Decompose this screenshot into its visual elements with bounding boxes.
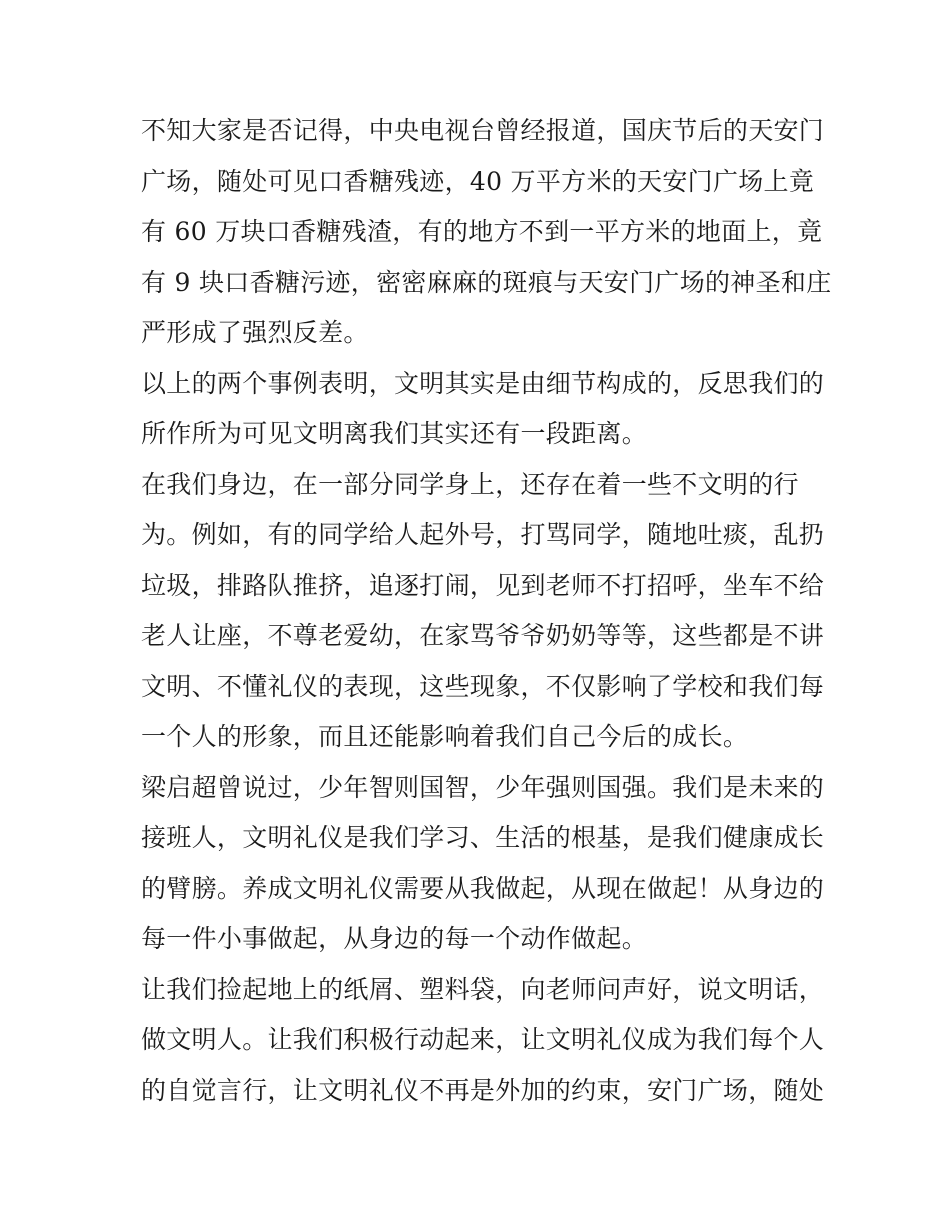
text-line: 老人让座，不尊老爱幼，在家骂爷爷奶奶等等，这些都是不讲 [141,621,825,650]
text-line: 以上的两个事例表明，文明其实是由细节构成的，反思我们的 [141,368,825,398]
text-line: 梁启超曾说过，少年智则国智，少年强则国强。我们是未来的 [141,772,825,802]
text-line: 所作所为可见文明离我们其实还有一段距离。 [141,419,648,448]
text-line: 让我们捡起地上的纸屑、塑料袋，向老师问声好，说文明话， [141,974,825,1004]
text-line: 每一件小事做起，从身边的每一个动作做起。 [141,924,648,953]
text-line: 有 9 块口香糖污迹，密密麻麻的斑痕与天安门广场的神圣和庄 [141,267,832,297]
text-line: 的臂膀。养成文明礼仪需要从我做起，从现在做起！从身边的 [141,873,825,903]
text-line: 一个人的形象，而且还能影响着我们自己今后的成长。 [141,722,749,751]
text-line: 广场，随处可见口香糖残迹，40 万平方米的天安门广场上竟 [141,166,815,196]
text-line: 严形成了强烈反差。 [141,318,369,347]
text-line: 为。例如，有的同学给人起外号，打骂同学，随地吐痰，乱扔 [141,520,825,549]
text-line: 的自觉言行，让文明礼仪不再是外加的约束，安门广场，随处 [141,1075,825,1105]
text-line: 垃圾，排路队推挤，追逐打闹，见到老师不打招呼，坐车不给 [141,570,825,600]
text-line: 接班人，文明礼仪是我们学习、生活的根基，是我们健康成长 [141,823,825,852]
text-line: 有 60 万块口香糖残渣，有的地方不到一平方米的地面上，竟 [141,217,823,246]
text-line: 做文明人。让我们积极行动起来，让文明礼仪成为我们每个人 [141,1025,825,1054]
text-line: 在我们身边，在一部分同学身上，还存在着一些不文明的行 [141,469,799,499]
document-body [141,106,832,1116]
text-line: 文明、不懂礼仪的表现，这些现象，不仅影响了学校和我们每 [141,671,825,701]
text-line: 不知大家是否记得，中央电视台曾经报道，国庆节后的天安门 [141,116,825,145]
